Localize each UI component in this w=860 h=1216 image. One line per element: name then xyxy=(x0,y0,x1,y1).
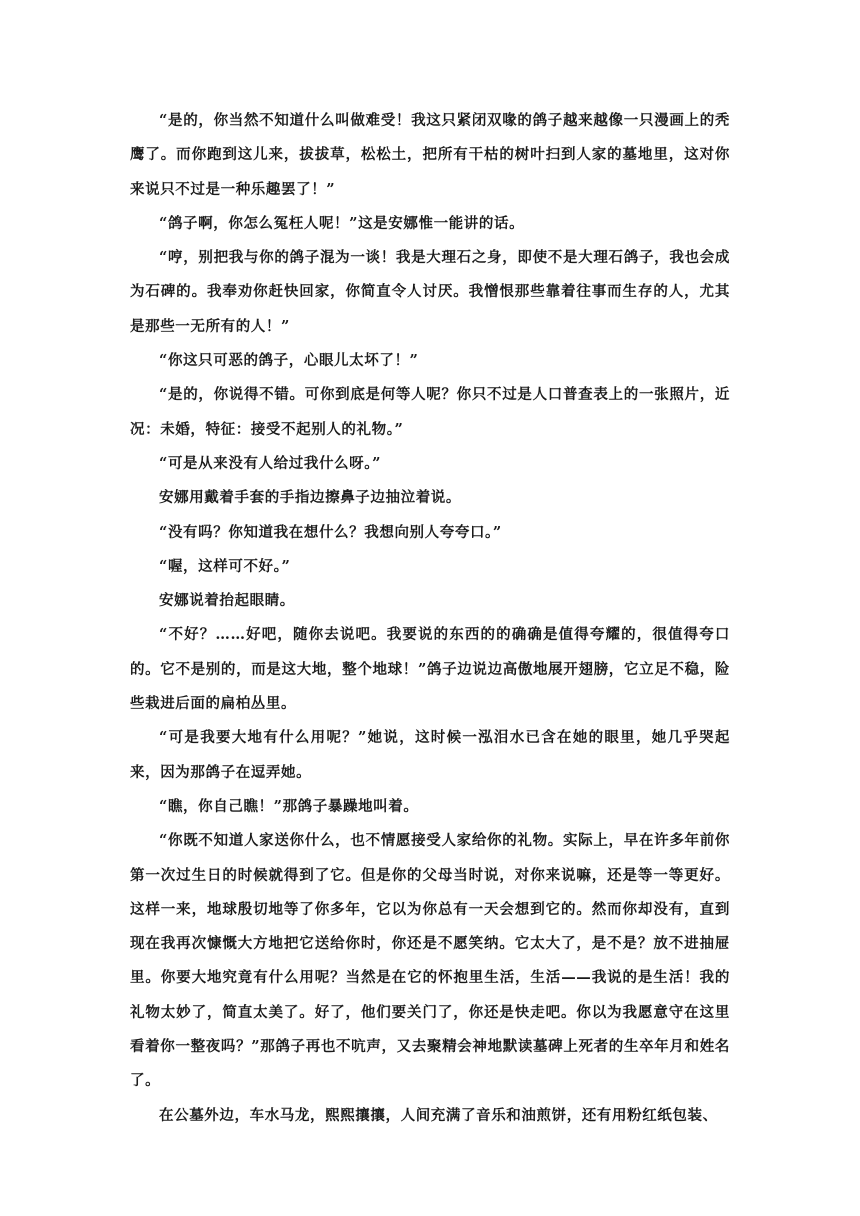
paragraph-9: “喔，这样可不好。” xyxy=(159,557,291,575)
paragraph-7: 安娜用戴着手套的手指边擦鼻子边抽泣着说。 xyxy=(159,489,461,507)
paragraph-8: “没有吗？你知道我在想什么？我想向别人夸夸口。” xyxy=(159,523,502,541)
paragraph-5: “是的，你说得不错。可你到底是何等人呢？你只不过是人口普查表上的一张照片，近况：未婚，特征：接受不起别人的礼物。” xyxy=(130,386,730,438)
paragraph-13: “瞧，你自己瞧！”那鸽子暴躁地叫着。 xyxy=(159,797,419,815)
paragraph-11: “不好？……好吧，随你去说吧。我要说的东西的的确确是值得夸耀的，很值得夸口的。它不是别的，而是这大地，整个地球！”鸽子边说边高傲地展开翅膀，它立足不稳，险些栽进后面的扁柏丛里。 xyxy=(130,626,730,713)
paragraph-14: “你既不知道人家送你什么，也不情愿接受人家给你的礼物。实际上，早在许多年前你第一次过生日的时候就得到了它。但是你的父母当时说，对你来说嘛，还是等一等更好。这样一来，地球殷切地等了你多年，它以为你总有一天会想到它的。然而你却没有，直到现在我再次慷慨大方地把它送给你时，你还是不愿笑纳。它太大了，是不是？放不进抽屉里。你要大地究竟有什么用呢？当然是在它的怀抱里生活，生活——我说的是生活！我的礼物太妙了，简直太美了。好了，他们要关门了，你还是快走吧。你以为我愿意守在这里看着你一整夜吗？”那鸽子再也不吭声，又去聚精会神地默读墓碑上死者的生卒年月和姓名了。 xyxy=(130,832,730,1090)
paragraph-2: “鸽子啊，你怎么冤枉人呢！”这是安娜惟一能讲的话。 xyxy=(159,214,525,232)
paragraph-3: “哼，别把我与你的鸽子混为一谈！我是大理石之身，即使不是大理石鸽子，我也会成为石碑的。我奉劝你赶快回家，你简直令人讨厌。我憎恨那些靠着往事而生存的人，尤其是那些一无所有的人！” xyxy=(130,249,730,335)
paragraph-6: “可是从来没有人给过我什么呀。” xyxy=(159,454,382,472)
paragraph-4: “你这只可恶的鸽子，心眼儿太坏了！” xyxy=(159,352,419,370)
paragraph-1: “是的，你当然不知道什么叫做难受！我这只紧闭双喙的鸽子越来越像一只漫画上的秃鹰了。而你跑到这儿来，拔拔草，松松土，把所有干枯的树叶扫到人家的墓地里，这对你来说只不过是一种乐趣罢了！” xyxy=(130,112,730,198)
paragraph-10: 安娜说着抬起眼睛。 xyxy=(159,592,295,610)
paragraph-15: 在公墓外边，车水马龙，熙熙攘攘，人间充满了音乐和油煎饼，还有用粉红纸包装、 xyxy=(159,1106,718,1124)
story-text xyxy=(130,104,730,1133)
paragraph-12: “可是我要大地有什么用呢？”她说，这时候一泓泪水已含在她的眼里，她几乎哭起来，因为那鸽子在逗弄她。 xyxy=(130,729,730,781)
